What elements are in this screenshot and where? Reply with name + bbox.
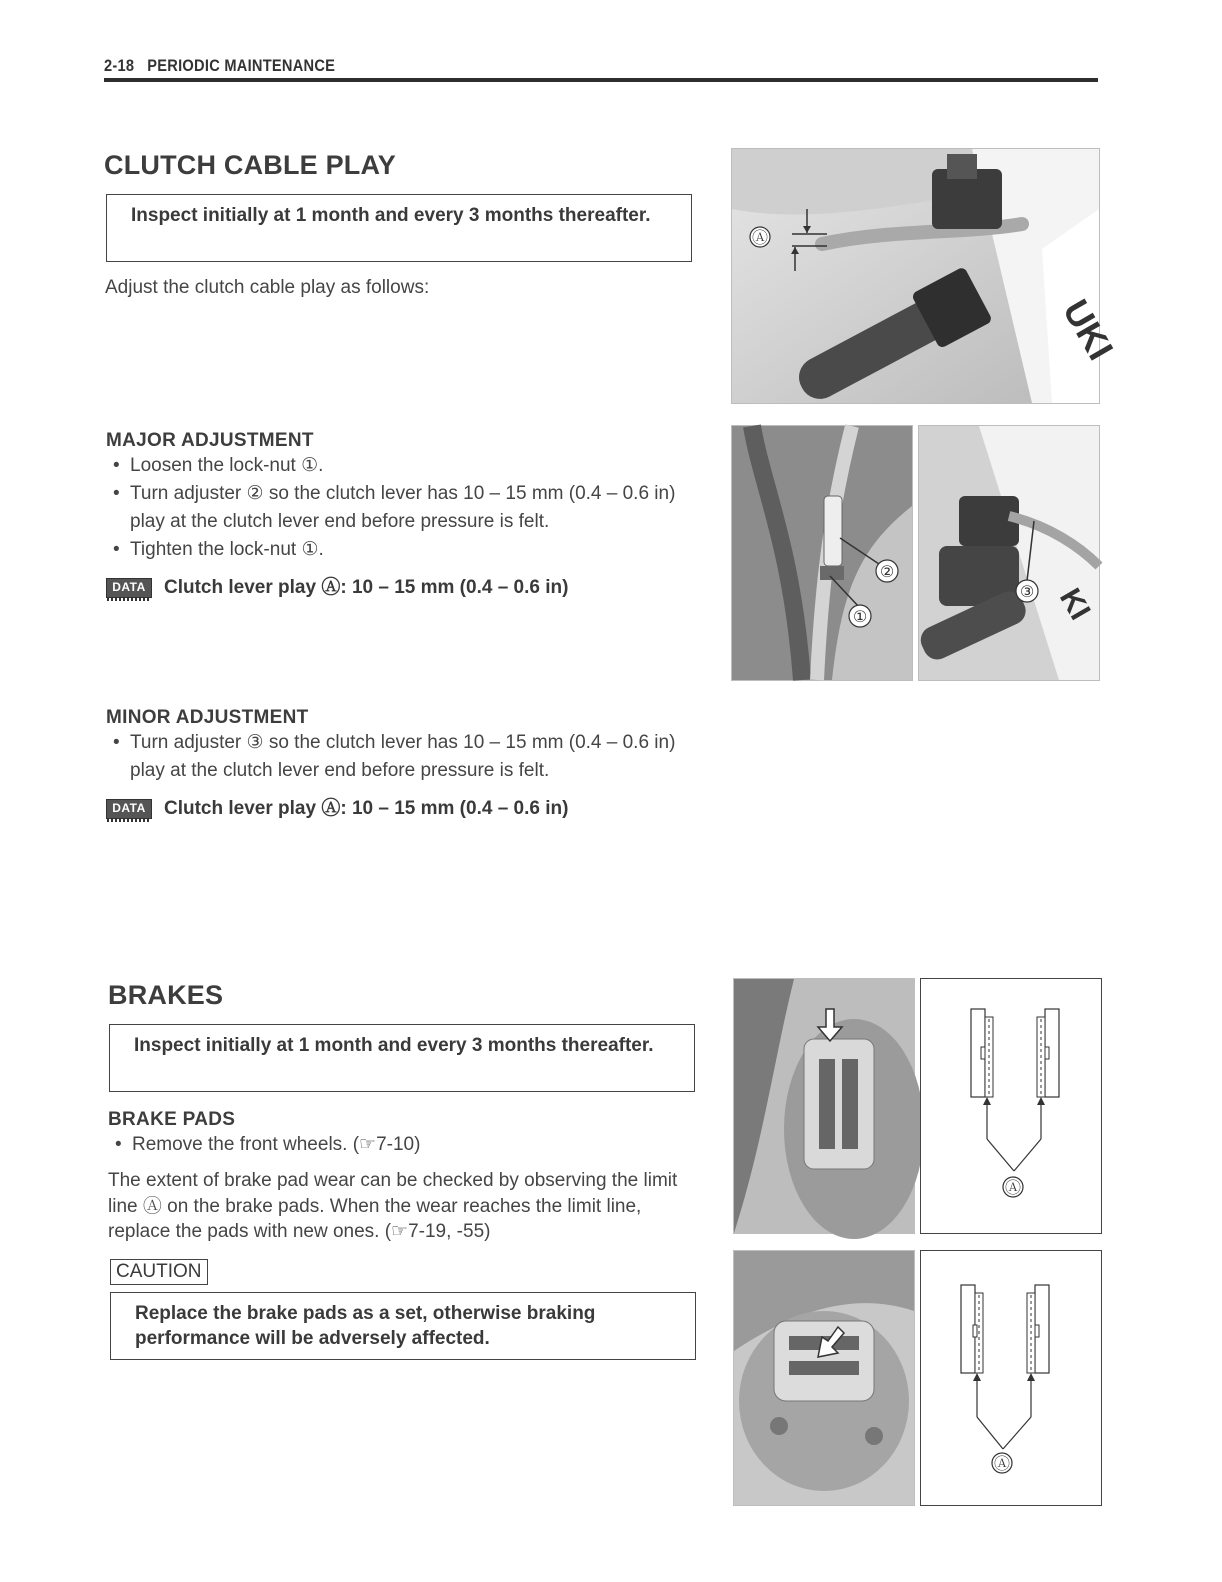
rear-caliper-photo xyxy=(733,1250,915,1506)
minor-spec-line xyxy=(106,793,568,820)
list-item: • Loosen the lock-nut ①. xyxy=(106,452,706,480)
brake-pad-diagram-front xyxy=(920,978,1102,1234)
clutch-intro: Adjust the clutch cable play as follows: xyxy=(105,277,430,298)
clutch-adjuster-photo xyxy=(731,425,913,681)
brakes-inspection-note: Inspect initially at 1 month and every 3 months thereafter. xyxy=(109,1024,695,1092)
list-item: • Turn adjuster ③ so the clutch lever has 10 – 15 mm (0.4 – 0.6 in) play at the clutch lever end before pressure is felt. xyxy=(106,729,706,785)
clutch-title: CLUTCH CABLE PLAY xyxy=(104,150,396,180)
list-item: • Remove the front wheels. (☞7-10) xyxy=(108,1131,708,1159)
list-item: • Turn adjuster ② so the clutch lever has 10 – 15 mm (0.4 – 0.6 in) play at the clutch lever end before pressure is felt. xyxy=(106,480,706,536)
brake-pads-heading: BRAKE PADS xyxy=(108,1109,236,1130)
minor-adjustment-list xyxy=(106,729,706,785)
page-number: 2-18 xyxy=(104,56,135,75)
caution-note: Replace the brake pads as a set, otherwise braking performance will be adversely affected. xyxy=(110,1292,696,1360)
limit-line-label: Ⓐ xyxy=(993,1454,1011,1473)
play-label: Ⓐ xyxy=(751,228,769,247)
clutch-lever-photo xyxy=(731,148,1122,404)
section-name: PERIODIC MAINTENANCE xyxy=(147,56,336,75)
minor-adjuster-label: ③ xyxy=(1019,582,1035,601)
minor-adjustment-heading: MINOR ADJUSTMENT xyxy=(106,707,309,728)
header-rule xyxy=(104,78,1098,82)
brake-pads-list xyxy=(108,1131,708,1159)
data-spec-icon: DATA xyxy=(106,578,152,598)
locknut-label: ① xyxy=(852,607,868,626)
major-adjustment-heading: MAJOR ADJUSTMENT xyxy=(106,430,314,451)
brake-pad-diagram-rear xyxy=(920,1250,1102,1506)
major-spec-line xyxy=(106,572,568,599)
brake-pads-paragraph: The extent of brake pad wear can be checked by observing the limit line Ⓐ on the brake pads. When the wear reaches the limit line, replace the pads with new ones. (☞7-19, -55) xyxy=(108,1170,678,1242)
limit-line-label: Ⓐ xyxy=(1004,1178,1022,1197)
clutch-minor-adjuster-photo xyxy=(918,425,1100,681)
adjuster-label: ② xyxy=(879,562,895,581)
brakes-title: BRAKES xyxy=(108,980,224,1010)
brand-text: UKI xyxy=(1055,292,1122,367)
brand-text: KI xyxy=(1052,583,1097,626)
page-header xyxy=(104,56,335,76)
list-item: • Tighten the lock-nut ①. xyxy=(106,536,706,564)
minor-spec-text: Clutch lever play Ⓐ: 10 – 15 mm (0.4 – 0.6 in) xyxy=(164,798,569,819)
clutch-inspection-note: Inspect initially at 1 month and every 3 months thereafter. xyxy=(106,194,692,262)
major-adjustment-list xyxy=(106,452,706,564)
caution-label: CAUTION xyxy=(110,1259,208,1285)
front-caliper-photo xyxy=(733,978,915,1234)
major-spec-text: Clutch lever play Ⓐ: 10 – 15 mm (0.4 – 0.6 in) xyxy=(164,577,569,598)
data-spec-icon: DATA xyxy=(106,799,152,819)
